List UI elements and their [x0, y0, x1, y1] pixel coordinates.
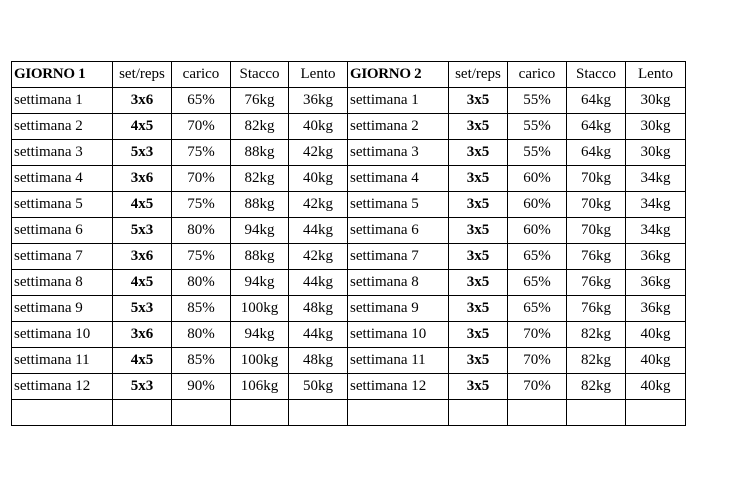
stacco-day2: 64kg	[567, 88, 626, 114]
table-row	[12, 374, 686, 400]
carico-day2: 70%	[508, 374, 567, 400]
carico-day1: 85%	[172, 348, 231, 374]
training-plan-sheet	[11, 61, 686, 426]
week-label-day2: settimana 10	[348, 322, 449, 348]
lento-day2: 36kg	[626, 296, 686, 322]
header-carico-day1: carico	[172, 62, 231, 88]
lento-day1: 44kg	[289, 322, 348, 348]
lento-day1: 48kg	[289, 296, 348, 322]
empty-cell	[231, 400, 289, 426]
carico-day2: 55%	[508, 114, 567, 140]
carico-day2: 65%	[508, 244, 567, 270]
week-label-day1: settimana 7	[12, 244, 113, 270]
carico-day1: 65%	[172, 88, 231, 114]
week-label-day2: settimana 8	[348, 270, 449, 296]
setreps-day1: 5x3	[113, 140, 172, 166]
week-label-day2: settimana 7	[348, 244, 449, 270]
week-label-day2: settimana 12	[348, 374, 449, 400]
week-label-day1: settimana 2	[12, 114, 113, 140]
empty-cell	[508, 400, 567, 426]
setreps-day1: 5x3	[113, 218, 172, 244]
header-lento-day1: Lento	[289, 62, 348, 88]
lento-day2: 34kg	[626, 166, 686, 192]
stacco-day1: 106kg	[231, 374, 289, 400]
lento-day2: 34kg	[626, 192, 686, 218]
table-row	[12, 192, 686, 218]
empty-cell	[626, 400, 686, 426]
stacco-day1: 100kg	[231, 296, 289, 322]
carico-day2: 55%	[508, 140, 567, 166]
lento-day1: 50kg	[289, 374, 348, 400]
table-row	[12, 270, 686, 296]
setreps-day2: 3x5	[449, 374, 508, 400]
table-row	[12, 140, 686, 166]
empty-cell	[348, 400, 449, 426]
week-label-day2: settimana 9	[348, 296, 449, 322]
empty-cell	[172, 400, 231, 426]
carico-day2: 60%	[508, 192, 567, 218]
header-carico-day2: carico	[508, 62, 567, 88]
carico-day1: 75%	[172, 192, 231, 218]
carico-day1: 80%	[172, 270, 231, 296]
week-label-day1: settimana 11	[12, 348, 113, 374]
carico-day1: 85%	[172, 296, 231, 322]
stacco-day2: 64kg	[567, 140, 626, 166]
empty-cell	[12, 400, 113, 426]
week-label-day2: settimana 11	[348, 348, 449, 374]
header-setreps-day1: set/reps	[113, 62, 172, 88]
training-plan-table	[11, 61, 686, 426]
week-label-day2: settimana 3	[348, 140, 449, 166]
table-row	[12, 244, 686, 270]
carico-day2: 70%	[508, 322, 567, 348]
table-row	[12, 218, 686, 244]
carico-day1: 75%	[172, 140, 231, 166]
stacco-day1: 88kg	[231, 244, 289, 270]
setreps-day2: 3x5	[449, 192, 508, 218]
stacco-day1: 76kg	[231, 88, 289, 114]
header-lento-day2: Lento	[626, 62, 686, 88]
header-day1: GIORNO 1	[12, 62, 113, 88]
empty-cell	[113, 400, 172, 426]
table-row	[12, 166, 686, 192]
setreps-day2: 3x5	[449, 166, 508, 192]
week-label-day1: settimana 9	[12, 296, 113, 322]
stacco-day2: 70kg	[567, 218, 626, 244]
week-label-day1: settimana 12	[12, 374, 113, 400]
setreps-day1: 3x6	[113, 322, 172, 348]
lento-day2: 34kg	[626, 218, 686, 244]
setreps-day1: 4x5	[113, 192, 172, 218]
stacco-day1: 100kg	[231, 348, 289, 374]
week-label-day2: settimana 2	[348, 114, 449, 140]
lento-day1: 36kg	[289, 88, 348, 114]
carico-day1: 70%	[172, 166, 231, 192]
stacco-day1: 94kg	[231, 218, 289, 244]
lento-day1: 40kg	[289, 166, 348, 192]
stacco-day2: 76kg	[567, 244, 626, 270]
carico-day1: 80%	[172, 322, 231, 348]
stacco-day1: 88kg	[231, 140, 289, 166]
lento-day2: 40kg	[626, 322, 686, 348]
week-label-day1: settimana 10	[12, 322, 113, 348]
week-label-day1: settimana 6	[12, 218, 113, 244]
lento-day2: 30kg	[626, 114, 686, 140]
header-stacco-day1: Stacco	[231, 62, 289, 88]
table-row	[12, 114, 686, 140]
week-label-day1: settimana 5	[12, 192, 113, 218]
header-stacco-day2: Stacco	[567, 62, 626, 88]
carico-day1: 75%	[172, 244, 231, 270]
setreps-day2: 3x5	[449, 88, 508, 114]
setreps-day1: 3x6	[113, 244, 172, 270]
table-row	[12, 88, 686, 114]
carico-day2: 60%	[508, 218, 567, 244]
setreps-day2: 3x5	[449, 322, 508, 348]
lento-day2: 36kg	[626, 270, 686, 296]
stacco-day1: 94kg	[231, 322, 289, 348]
setreps-day1: 4x5	[113, 114, 172, 140]
lento-day2: 36kg	[626, 244, 686, 270]
empty-cell	[567, 400, 626, 426]
carico-day1: 70%	[172, 114, 231, 140]
stacco-day2: 76kg	[567, 270, 626, 296]
carico-day2: 65%	[508, 270, 567, 296]
stacco-day2: 70kg	[567, 166, 626, 192]
stacco-day1: 82kg	[231, 166, 289, 192]
lento-day2: 30kg	[626, 140, 686, 166]
week-label-day1: settimana 8	[12, 270, 113, 296]
empty-cell	[289, 400, 348, 426]
setreps-day1: 3x6	[113, 88, 172, 114]
week-label-day2: settimana 1	[348, 88, 449, 114]
lento-day1: 42kg	[289, 192, 348, 218]
lento-day2: 40kg	[626, 374, 686, 400]
lento-day1: 40kg	[289, 114, 348, 140]
stacco-day1: 94kg	[231, 270, 289, 296]
setreps-day2: 3x5	[449, 114, 508, 140]
table-row	[12, 322, 686, 348]
carico-day1: 90%	[172, 374, 231, 400]
carico-day2: 60%	[508, 166, 567, 192]
empty-cell	[449, 400, 508, 426]
week-label-day2: settimana 5	[348, 192, 449, 218]
stacco-day2: 70kg	[567, 192, 626, 218]
week-label-day2: settimana 6	[348, 218, 449, 244]
setreps-day1: 5x3	[113, 374, 172, 400]
lento-day1: 48kg	[289, 348, 348, 374]
setreps-day2: 3x5	[449, 244, 508, 270]
week-label-day1: settimana 4	[12, 166, 113, 192]
week-label-day1: settimana 3	[12, 140, 113, 166]
carico-day2: 55%	[508, 88, 567, 114]
setreps-day2: 3x5	[449, 296, 508, 322]
lento-day2: 40kg	[626, 348, 686, 374]
lento-day1: 42kg	[289, 140, 348, 166]
table-row	[12, 348, 686, 374]
stacco-day2: 64kg	[567, 114, 626, 140]
lento-day1: 42kg	[289, 244, 348, 270]
carico-day2: 65%	[508, 296, 567, 322]
setreps-day1: 3x6	[113, 166, 172, 192]
lento-day2: 30kg	[626, 88, 686, 114]
stacco-day2: 82kg	[567, 374, 626, 400]
setreps-day2: 3x5	[449, 348, 508, 374]
setreps-day2: 3x5	[449, 218, 508, 244]
table-body	[12, 62, 686, 426]
header-row	[12, 62, 686, 88]
header-setreps-day2: set/reps	[449, 62, 508, 88]
stacco-day1: 88kg	[231, 192, 289, 218]
lento-day1: 44kg	[289, 218, 348, 244]
setreps-day2: 3x5	[449, 270, 508, 296]
lento-day1: 44kg	[289, 270, 348, 296]
stacco-day1: 82kg	[231, 114, 289, 140]
week-label-day2: settimana 4	[348, 166, 449, 192]
setreps-day1: 4x5	[113, 270, 172, 296]
setreps-day1: 4x5	[113, 348, 172, 374]
carico-day2: 70%	[508, 348, 567, 374]
stacco-day2: 82kg	[567, 348, 626, 374]
header-day2: GIORNO 2	[348, 62, 449, 88]
stacco-day2: 76kg	[567, 296, 626, 322]
setreps-day2: 3x5	[449, 140, 508, 166]
setreps-day1: 5x3	[113, 296, 172, 322]
week-label-day1: settimana 1	[12, 88, 113, 114]
carico-day1: 80%	[172, 218, 231, 244]
table-row	[12, 296, 686, 322]
empty-row	[12, 400, 686, 426]
stacco-day2: 82kg	[567, 322, 626, 348]
